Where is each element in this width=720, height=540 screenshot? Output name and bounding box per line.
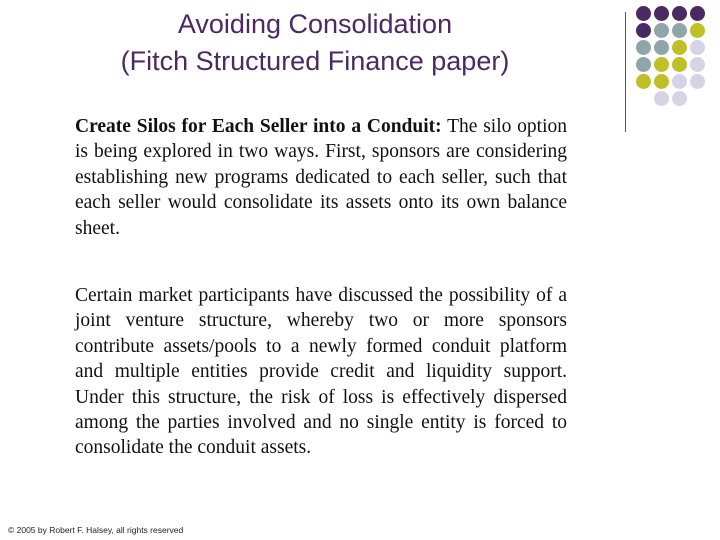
dot-lavender (654, 91, 669, 106)
dot-lavender (690, 40, 705, 55)
dot-olive (672, 57, 687, 72)
decorative-dot-grid (636, 6, 706, 107)
dot-lavender (672, 91, 687, 106)
dot-teal (654, 40, 669, 55)
paragraph-1-lead: Create Silos for Each Seller into a Conduit: (75, 116, 442, 137)
dot-olive (636, 74, 651, 89)
excerpt-paragraph-1 (75, 114, 567, 241)
dot-purple (654, 6, 669, 21)
excerpt-image (66, 110, 576, 496)
dot-teal (636, 40, 651, 55)
dot-empty (636, 91, 651, 106)
dot-olive (690, 23, 705, 38)
dot-lavender (690, 57, 705, 72)
dot-teal (654, 23, 669, 38)
title-line-2: (Fitch Structured Finance paper) (120, 46, 510, 76)
excerpt-paragraph-2: Certain market participants have discussed the possibility of a joint venture structure, whereby two or more sponsors contribute assets/pools to a newly formed conduit platform and multiple entities provide credit and liquidity support. Under this structure, the risk of loss is effectively dispersed among the parties involved and no single entity is forced to consolidate the conduit assets. (75, 285, 567, 459)
dot-olive (654, 74, 669, 89)
title-line-1: Avoiding Consolidation (177, 9, 453, 39)
dot-olive (672, 40, 687, 55)
dot-lavender (690, 74, 705, 89)
dot-purple (672, 6, 687, 21)
dot-purple (690, 6, 705, 21)
paragraph-1-body: The silo option is being explored in two ways. First, sponsors are considering establishing new programs dedicated to each seller, such that each seller would consolidate its assets onto its own balance sheet. (75, 116, 567, 239)
dot-purple (636, 23, 651, 38)
dot-empty (690, 91, 705, 106)
slide-title (20, 6, 610, 80)
dot-teal (636, 57, 651, 72)
dot-olive (654, 57, 669, 72)
dot-lavender (672, 74, 687, 89)
copyright-footer: © 2005 by Robert F. Halsey, all rights reserved (8, 525, 184, 535)
dot-teal (672, 23, 687, 38)
dot-purple (636, 6, 651, 21)
vertical-divider (625, 12, 626, 132)
